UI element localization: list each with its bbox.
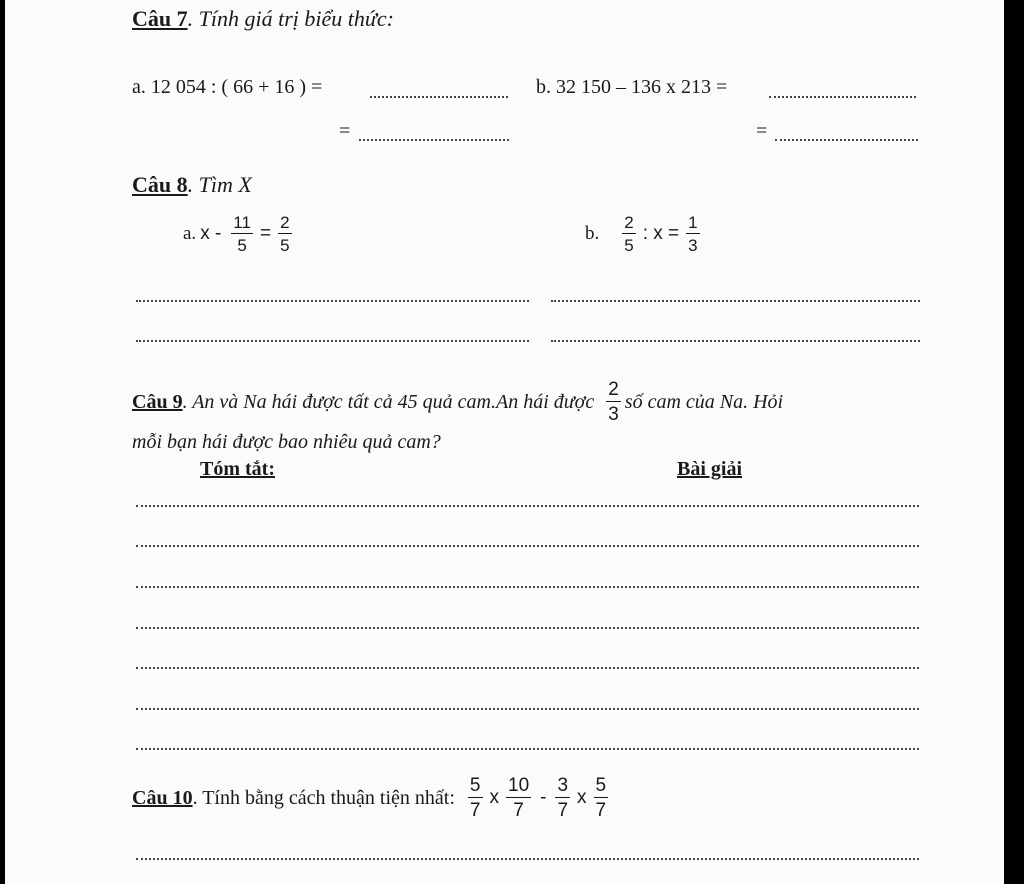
- q9-line-1: [132, 380, 783, 424]
- q9-fraction-numerator: 2: [608, 379, 619, 400]
- q7-heading: [132, 6, 394, 32]
- q10-f4-denominator: 7: [595, 800, 607, 821]
- q8-a-f1-denominator: 5: [237, 236, 247, 255]
- q10-label: Câu 10: [132, 786, 193, 809]
- q7-b-answer-line[interactable]: [769, 96, 916, 98]
- q10-f3-numerator: 3: [557, 775, 569, 796]
- worksheet-page: [5, 0, 1004, 884]
- q8-label: Câu 8: [132, 172, 188, 197]
- q9-text-2: số cam của Na. Hỏi: [624, 390, 784, 413]
- q9-answer-line-6[interactable]: [136, 708, 919, 710]
- q10-f3-denominator: 7: [557, 800, 569, 821]
- q7-a-answer-line[interactable]: [370, 96, 508, 98]
- q7-b-answer-line-2[interactable]: [775, 139, 918, 141]
- q8-title: . Tìm X: [187, 172, 252, 197]
- q8-a-f1-numerator: 11: [233, 213, 251, 232]
- q8-b-prefix: b.: [585, 223, 600, 244]
- q8-b-fraction-2: [686, 214, 699, 254]
- q9-answer-line-7[interactable]: [136, 748, 919, 750]
- q7-a-equals: =: [339, 120, 351, 142]
- q9-answer-line-2[interactable]: [136, 545, 919, 547]
- q7-a-answer-line-2[interactable]: [359, 139, 509, 141]
- q9-answer-line-4[interactable]: [136, 627, 919, 629]
- q10-f1-denominator: 7: [469, 800, 481, 821]
- q7-a-expression: a. 12 054 : ( 66 + 16 ) =: [132, 76, 323, 98]
- q10-op-2: -: [540, 787, 547, 808]
- q8-a-x: x -: [200, 223, 222, 244]
- q8-a-equation: [183, 214, 295, 254]
- q8-b-fraction-1: [622, 214, 635, 254]
- q8-a-f2-denominator: 5: [280, 236, 290, 255]
- q10-fraction-1: [468, 776, 483, 820]
- q10-line: [132, 776, 611, 820]
- q10-f1-numerator: 5: [469, 775, 481, 796]
- q10-op-3: x: [577, 787, 587, 808]
- q8-a-equals: =: [259, 223, 272, 244]
- q7-b-equals: =: [756, 120, 768, 142]
- q9-line-2: mỗi bạn hái được bao nhiêu quả cam?: [132, 431, 441, 453]
- q8-a-fraction-1: [231, 214, 253, 254]
- q7-b-expression: b. 32 150 – 136 x 213 =: [536, 76, 728, 98]
- q10-f2-numerator: 10: [508, 775, 530, 796]
- q8-b-middle: : x =: [642, 223, 680, 244]
- q9-fraction-denominator: 3: [608, 404, 619, 425]
- q8-b-f1-numerator: 2: [624, 213, 634, 232]
- q9-solution-heading: Bài giải: [677, 458, 743, 480]
- q7-label: Câu 7: [132, 6, 188, 31]
- q10-f4-numerator: 5: [595, 775, 607, 796]
- q9-answer-line-1[interactable]: [136, 505, 919, 507]
- q8-a-prefix: a.: [183, 223, 197, 244]
- q8-b-f2-numerator: 1: [688, 213, 698, 232]
- q8-a-f2-numerator: 2: [280, 213, 290, 232]
- q7-title: . Tính giá trị biểu thức:: [187, 6, 394, 31]
- q8-b-f2-denominator: 3: [688, 236, 698, 255]
- q10-op-1: x: [489, 787, 499, 808]
- q10-answer-line-1[interactable]: [136, 858, 919, 860]
- q9-answer-line-3[interactable]: [136, 586, 919, 588]
- q9-fraction: [606, 380, 621, 424]
- q10-fraction-4: [594, 776, 609, 820]
- q9-answer-line-5[interactable]: [136, 667, 919, 669]
- q10-text: . Tính bằng cách thuận tiện nhất:: [192, 786, 455, 809]
- q9-label: Câu 9: [132, 390, 183, 413]
- q8-b-work-line-2[interactable]: [551, 340, 920, 342]
- q8-a-fraction-2: [278, 214, 291, 254]
- q8-heading: [132, 172, 252, 198]
- q10-fraction-2: [506, 776, 531, 820]
- q9-summary-heading: Tóm tắt:: [200, 458, 275, 480]
- q10-f2-denominator: 7: [513, 800, 524, 821]
- q8-a-work-line-2[interactable]: [136, 340, 529, 342]
- q8-b-equation: [585, 214, 703, 254]
- q8-b-work-line-1[interactable]: [551, 300, 920, 302]
- q8-a-work-line-1[interactable]: [136, 300, 529, 302]
- q10-fraction-3: [555, 776, 570, 820]
- q8-b-f1-denominator: 5: [624, 236, 634, 255]
- q9-text-1: . An và Na hái được tất cả 45 quả cam.An hái được: [182, 390, 595, 413]
